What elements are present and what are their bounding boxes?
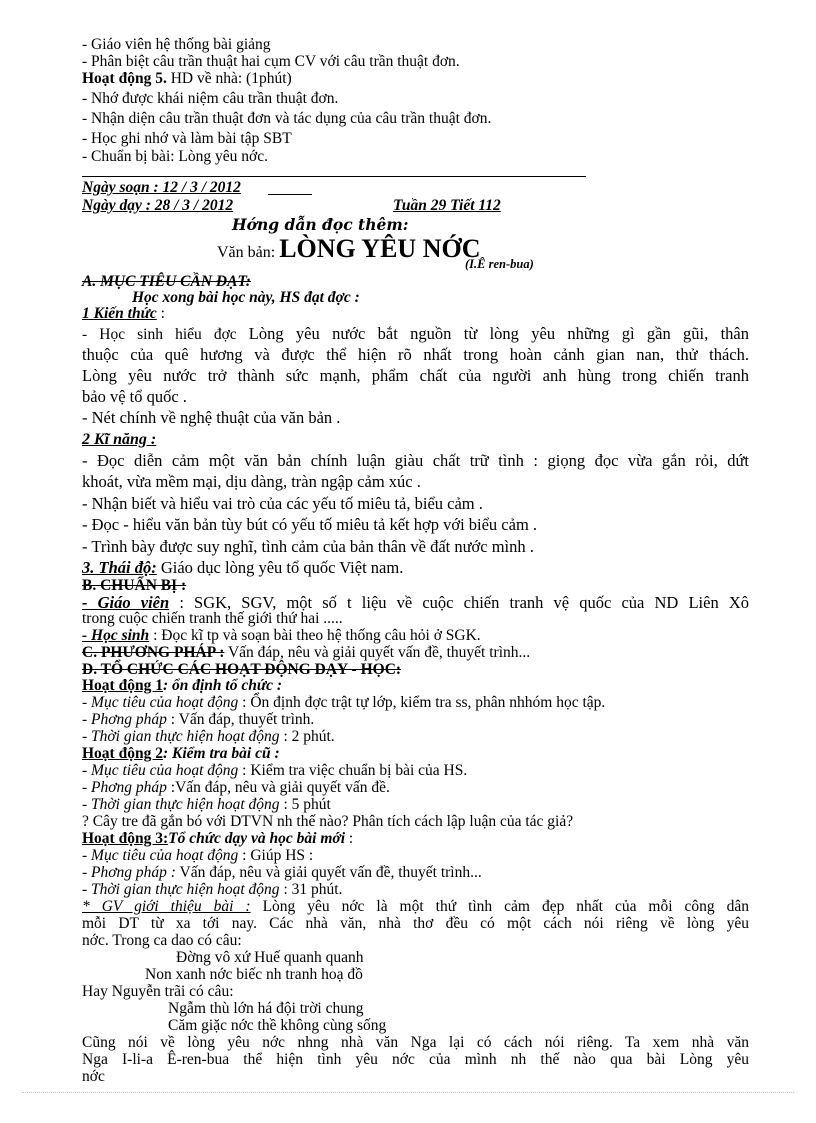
detail-label: - Mục tiêu của hoạt động [82, 694, 239, 711]
activity-2-title: : Kiểm tra bài cũ : [162, 745, 280, 762]
detail-label: - Phơng pháp [82, 779, 167, 796]
skills-item: - Đọc diễn cảm một văn bản chính luận giàu chất trữ tình : giọng đọc vừa gắn rỏi, dứt [82, 451, 749, 470]
teacher-prep-line: trong cuộc chiến tranh thế giới thứ hai ..... [82, 610, 343, 627]
week-lesson: Tuần 29 Tiết 112 [393, 197, 501, 214]
attitude-heading: 3. Thái độ: [82, 558, 157, 577]
knowledge-text: Lòng yêu nước bắt nguồn từ lòng yêu những gì gần gũi, thân [248, 324, 749, 343]
knowledge-colon: : [156, 305, 165, 322]
section-a-intro: Học xong bài học này, HS đạt đợc : [132, 289, 360, 306]
skills-item: - Nhận biết và hiểu vai trò của các yếu tố miêu tả, biểu cảm . [82, 494, 483, 513]
closing-paragraph-line: nớc [82, 1068, 105, 1085]
knowledge-item: - Nét chính về nghệ thuật của văn bản . [82, 408, 341, 427]
poem-line: Non xanh nớc biếc nh tranh hoạ đồ [145, 966, 363, 983]
intro-label: * GV giới thiệu bài : [82, 898, 251, 915]
poem-line: Đờng vô xứ Huế quanh quanh [176, 949, 364, 966]
activity-1-title: : ổn định tổ chức : [162, 677, 283, 694]
intro-text: Lòng yêu nớc là một thứ tình cảm đẹp nhất của mỗi công dân [250, 898, 749, 915]
detail-text: :Vấn đáp, nêu và giải quyết vấn đề. [166, 779, 390, 796]
detail-label: - Phơng pháp : [82, 864, 176, 881]
teacher-label: - Giáo viên [82, 593, 170, 612]
activity-detail [82, 796, 331, 814]
activity-detail [82, 847, 313, 865]
poem-line: Ngẫm thù lớn há đội trời chung [168, 1000, 364, 1017]
knowledge-heading-line [82, 305, 165, 323]
text-line: - Học ghi nhớ và làm bài tập SBT [82, 130, 292, 147]
activity-1-heading [82, 677, 282, 695]
activity-3-label: Hoạt động 3: [82, 830, 169, 847]
skills-heading: 2 Kĩ năng : [82, 431, 157, 448]
date-prepared-underline [268, 194, 312, 195]
text-line: - Phân biệt câu trần thuật hai cụm CV với câu trần thuật đơn. [82, 53, 460, 70]
knowledge-paragraph-line [82, 324, 749, 345]
knowledge-paragraph-line: bảo vệ tổ quốc . [82, 387, 187, 406]
author: (I.Ê ren-bua) [465, 257, 534, 271]
knowledge-paragraph-line: Lòng yêu nước trở thành sức mạnh, phẩm chất của người anh hùng trong chiến tranh [82, 366, 749, 385]
review-question: ? Cây tre đã gắn bó với DTVN nh thế nào? Phân tích cách lập luận của tác giả? [82, 813, 574, 830]
activity-2-heading [82, 745, 280, 763]
intro-paragraph-line [82, 898, 749, 916]
detail-text: : 5 phút [279, 796, 331, 813]
activity-detail [82, 694, 605, 712]
detail-label: - Thời gian thực hiện hoạt động [82, 728, 280, 745]
activity-3-heading [82, 830, 353, 848]
activity-detail [82, 881, 342, 899]
detail-label: - Phơng pháp [82, 711, 167, 728]
attitude-line [82, 558, 403, 578]
knowledge-paragraph-line: thuộc của quê hương và được thể hiện rõ nhất trong hoàn cảnh gian nan, thử thách. [82, 345, 749, 364]
section-c-heading: C. PHƯƠNG PHÁP : [82, 644, 225, 661]
detail-text: : 2 phút. [279, 728, 335, 745]
text-title-line [217, 236, 480, 266]
knowledge-heading: 1 Kiến thức [82, 305, 157, 322]
document-title: LÒNG YÊU NỚC [279, 234, 481, 263]
page-bottom-rule [22, 1092, 794, 1093]
activity-detail [82, 728, 335, 746]
detail-label: - Mục tiêu của hoạt động [82, 847, 239, 864]
student-text: : Đọc kĩ tp và soạn bài theo hệ thống câu hỏi ở SGK. [149, 627, 481, 644]
detail-text: : Ổn định đợc trật tự lớp, kiểm tra ss, phân nhhóm học tập. [238, 694, 606, 711]
text-line: Hay Nguyễn trãi có câu: [82, 983, 234, 1000]
text-line: - Giáo viên hệ thống bài giảng [82, 36, 271, 53]
student-prep-line [82, 627, 481, 645]
date-taught: Ngày dạy : 28 / 3 / 2012 [82, 197, 234, 214]
activity-detail [82, 779, 390, 797]
section-c-line [82, 644, 530, 662]
skills-item: - Đọc - hiểu văn bản tùy bút có yếu tố miêu tả kết hợp với biểu cảm . [82, 515, 538, 534]
student-label: - Học sinh [82, 627, 150, 644]
activity-5-text: HD về nhà: (1phút) [166, 70, 292, 87]
text-label: Văn bản: [217, 244, 280, 261]
activity-5-line [82, 70, 292, 88]
intro-paragraph-line: nớc. Trong ca dao có câu: [82, 932, 242, 949]
skills-item: - Trình bày được suy nghĩ, tình cảm của bản thân về đất nước mình . [82, 537, 534, 556]
text-line: - Chuẩn bị bài: Lòng yêu nớc. [82, 148, 268, 165]
activity-3-colon: : [345, 830, 354, 847]
text-line: - Nhận diện câu trần thuật đơn và tác dụng của câu trần thuật đơn. [82, 110, 492, 127]
reading-guide-label: Hớng dẫn đọc thêm: [232, 215, 409, 234]
closing-paragraph-line: Nga I-li-a Ê-ren-bua thể hiện tình yêu nớc của mình nh thế nào qua bài Lòng yêu [82, 1051, 749, 1068]
detail-text: : Vấn đáp, thuyết trình. [166, 711, 315, 728]
detail-label: - Mục tiêu của hoạt động [82, 762, 239, 779]
detail-text: : 31 phút. [279, 881, 343, 898]
detail-text: : Kiểm tra việc chuẩn bị bài của HS. [238, 762, 468, 779]
section-b-heading: B. CHUẨN BỊ : [82, 577, 187, 594]
detail-label: - Thời gian thực hiện hoạt động [82, 796, 280, 813]
text-line: - Nhớ được khái niệm câu trần thuật đơn. [82, 90, 339, 107]
skills-item: khoát, vừa mềm mại, dịu dàng, tràn ngập cảm xúc . [82, 472, 421, 491]
poem-line: Căm giặc nớc thề không cùng sống [168, 1017, 387, 1034]
activity-1-label: Hoạt động 1 [82, 677, 163, 694]
closing-paragraph-line: Cũng nói về lòng yêu nớc nhng nhà văn Nga lại có cách nói riêng. Ta xem nhà văn [82, 1034, 749, 1051]
activity-5-label: Hoạt động 5. [82, 70, 167, 87]
attitude-text: Giáo dục lòng yêu tổ quốc Việt nam. [156, 558, 404, 577]
detail-text: Vấn đáp, nêu và giải quyết vấn đề, thuyết trình... [175, 864, 482, 881]
activity-detail [82, 762, 467, 780]
activity-detail [82, 711, 314, 729]
section-d-heading: D. TỔ CHỨC CÁC HOẠT ĐỘNG DẠY - HỌC: [82, 661, 402, 678]
activity-2-label: Hoạt động 2 [82, 745, 163, 762]
section-divider [82, 176, 586, 177]
knowledge-lead: - Học sinh hiểu đợc [82, 326, 249, 343]
intro-paragraph-line: mỗi DT từ xa tới nay. Các nhà văn, nhà thơ đều có một cách nói riêng về lòng yêu [82, 915, 749, 932]
teacher-text: : SGK, SGV, một số t liệu về cuộc chiến tranh vệ quốc của ND Liên Xô [169, 593, 750, 612]
section-a-heading: A. MỤC TIÊU CẦN ĐẠT: [82, 273, 251, 290]
activity-detail [82, 864, 482, 882]
detail-text: : Giúp HS : [238, 847, 314, 864]
detail-label: - Thời gian thực hiện hoạt động [82, 881, 280, 898]
date-prepared: Ngày soạn : 12 / 3 / 2012 [82, 179, 241, 196]
section-c-text: Vấn đáp, nêu và giải quyết vấn đề, thuyết trình... [224, 644, 531, 661]
activity-3-title: Tổ chức dạy và học bài mới [168, 830, 346, 847]
